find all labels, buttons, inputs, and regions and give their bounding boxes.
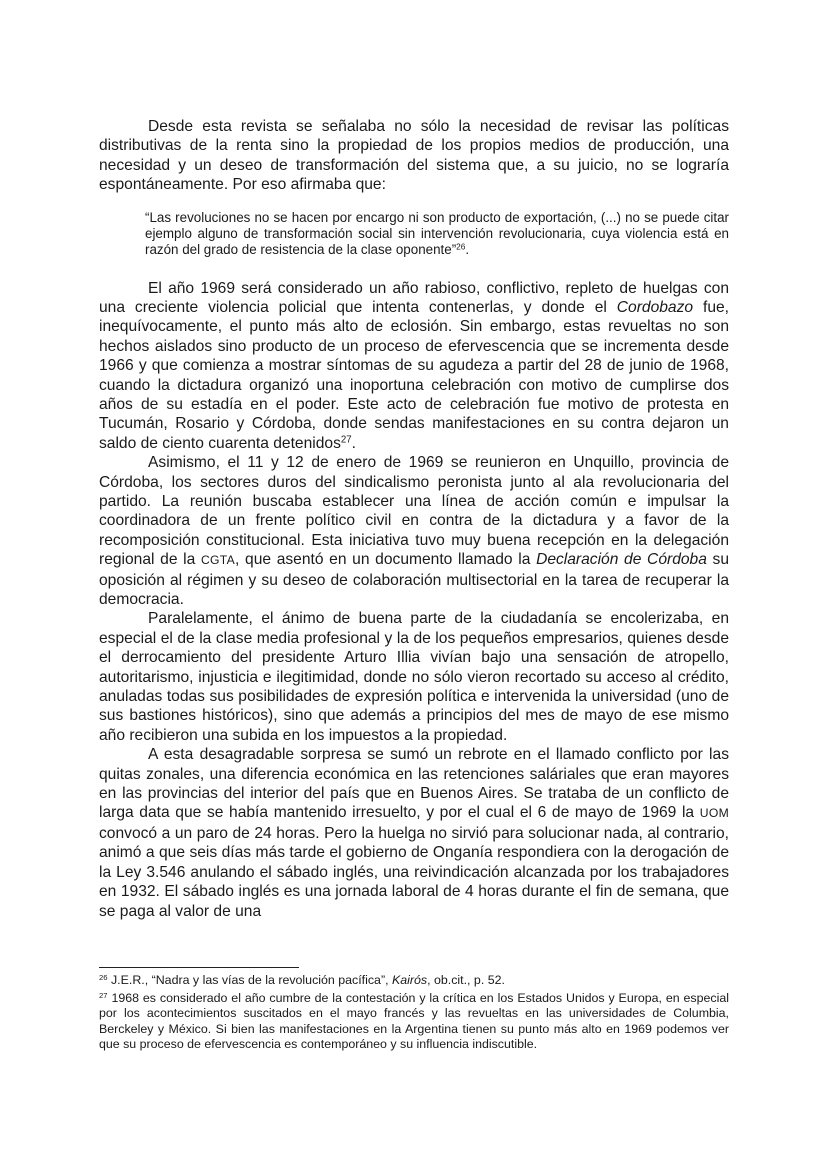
quote-text: “Las revoluciones no se hacen por encargo ni son producto de exportación, (...) no se puede citar ejemplo alguno de transformación social sin intervención revolucionaria, cuya violencia está en razón del grado de resistencia de la clase oponente” [145, 209, 729, 258]
acronym-uom: UOM [699, 806, 729, 821]
main-text [99, 117, 729, 921]
footnote-26: $^{26}$ J.E.R., “Nadra y las vías de la revolución pacífica”, Kairós, ob.cit., p. 52. [99, 972, 505, 987]
footnote-separator [99, 967, 299, 968]
acronym-cgta: CGTA [200, 553, 236, 568]
paragraph-4: Paralelamente, el ánimo de buena parte de la ciudadanía se encolerizaba, en especial el de la clase media profesional y la de los pequeños empresarios, quienes desde el derrocamiento del presidente Arturo Illia vivían bajo una sensación de atropello, autoritarismo, injusticia e ilegitimidad, donde no sólo vieron recortado su acceso al crédito, anuladas todas sus posibilidades de expresión política e intervenida la universidad (uno de sus bastiones históricos), sino que además a principios del mes de mayo de ese mismo año recibieron una subida en los impuestos a la propiedad. [99, 610, 729, 744]
emphasis-declaracion: Declaración de Córdoba [536, 551, 707, 569]
footnotes [99, 973, 729, 1055]
paragraph-5: A esta desagradable sorpresa se sumó un rebrote en el llamado conflicto por las quitas zonales, una diferencia económica en las retenciones saláriales que eran mayores en las provincias del interior del país que en Buenos Aires. Se trataba de un conflicto de larga data que se había mantenido irresuelto, y por el cual el 6 de mayo de 1969 la UOM convocó a un paro de 24 horas. Pero la huelga no sirvió para solucionar nada, al contrario, animó a que seis días más tarde el gobierno de Onganía respondiera con la derogación de la Ley 3.546 anulando el sábado inglés, una reivindicación alcanzada por los trabajadores en 1932. El sábado inglés es una jornada laboral de 4 horas durante el fin de semana, que se paga al valor de una [99, 746, 729, 920]
footnote-27: $^{27}$ 1968 es considerado el año cumbre de la contestación y la crítica en los Estados Unidos y Europa, en especial por los acontecimientos suscitados en el mayo francés y las revueltas en las universidades de Columbia, Berckeley y México. Si bien las manifestaciones en la Argentina tienen su punto más alto en 1969 podemos ver que su proceso de efervescencia es contemporáneo y su influencia indiscutible. [99, 990, 729, 1052]
emphasis-kairos: Kairós [391, 973, 428, 987]
paragraph-3: Asimismo, el 11 y 12 de enero de 1969 se reunieron en Unquillo, provincia de Córdoba, los sectores duros del sindicalismo peronista junto al ala revolucionaria del partido. La reunión buscaba establecer una línea de acción común e impulsar la coordinadora de un frente político civil en contra de la dictadura y a favor de la recomposición constitucional. Esta iniciativa tuvo muy buena recepción en la delegación regional de la CGTA, que asentó en un documento llamado la Declaración de Córdoba su oposición al régimen y su deseo de colaboración multisectorial en la tarea de recuperar la democracia. [99, 454, 730, 609]
footnote-ref-27[interactable]: 27 [340, 434, 352, 446]
paragraph-2: El año 1969 será considerado un año rabioso, conflictivo, repleto de huelgas con una creciente violencia policial que intenta contenerlas, y donde el Cordobazo fue, inequívocamente, el punto más alto de eclosión. Sin embargo, estas revueltas no son hechos aislados sino producto de un proceso de efervescencia que se incrementa desde 1966 y que comienza a mostrar síntomas de su agudeza a partir del 28 de junio de 1968, cuando la dictadura organizó una inoportuna celebración con motivo de cumplirse dos años de su estadía en el poder. Este acto de celebración fue motivo de protesta en Tucumán, Rosario y Córdoba, donde sendas manifestaciones en su contra dejaron un saldo de ciento cuarenta detenidos$^{27}$. [99, 279, 729, 452]
footnote-number: 27 [99, 990, 108, 1000]
block-quote: “Las revoluciones no se hacen por encargo ni son producto de exportación, (...) no se puede citar ejemplo alguno de transformación social sin intervención revolucionaria, cuya violencia está en razón del grado de resistencia de la clase oponente”$^{26}$. [145, 209, 729, 258]
footnote-ref-26[interactable]: 26 [456, 241, 466, 252]
paragraph-1: Desde esta revista se señalaba no sólo la necesidad de revisar las políticas distributivas de la renta sino la propiedad de los propios medios de producción, una necesidad y un deseo de transformación del sistema que, a su juicio, no se lograría espontáneamente. Por eso afirmaba que: [99, 118, 729, 194]
footnote-number: 26 [99, 972, 108, 982]
emphasis-cordobazo: Cordobazo [616, 298, 694, 316]
